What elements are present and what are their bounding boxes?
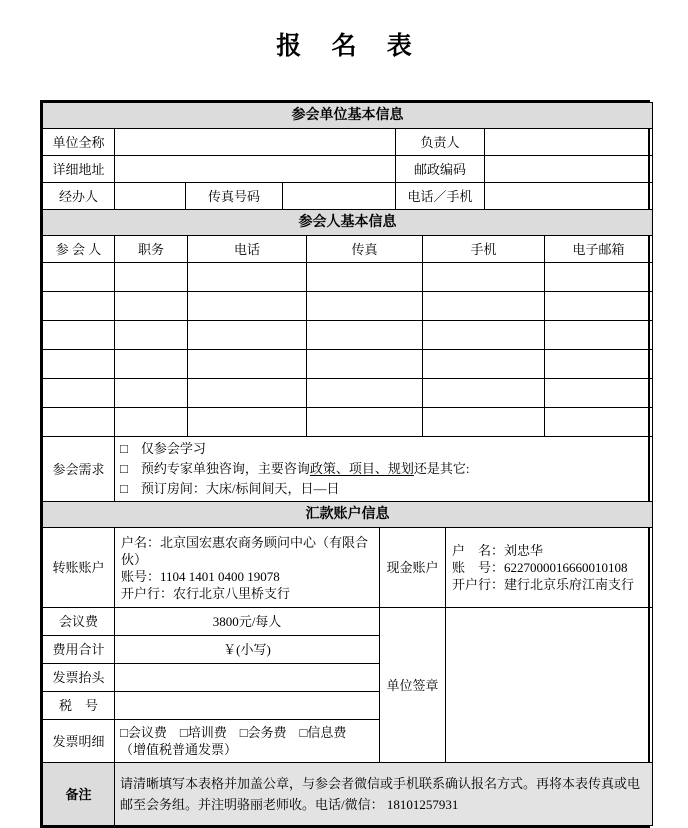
- participant-cell[interactable]: [115, 292, 188, 321]
- participant-cell[interactable]: [43, 350, 115, 379]
- phone-label: 电话／手机: [396, 183, 485, 210]
- agent-field[interactable]: [115, 183, 186, 210]
- fax-label: 传真号码: [186, 183, 283, 210]
- agent-row: [43, 183, 653, 210]
- col-header-position: 职务: [115, 236, 188, 263]
- section-header-row: [43, 502, 653, 528]
- needs-option-consult-prefix: □ 预约专家单独咨询，主要咨询: [120, 461, 310, 476]
- participant-cell[interactable]: [188, 263, 307, 292]
- section-header-row: [43, 210, 653, 236]
- cash-account-bank: 开户行：建行北京乐府江南支行: [452, 577, 635, 592]
- section-header-participants: 参会人基本信息: [43, 210, 653, 236]
- unit-name-label: 单位全称: [43, 129, 115, 156]
- participant-cell[interactable]: [423, 321, 545, 350]
- conference-fee-label: 会议费: [43, 608, 115, 636]
- cash-account-name: 户 名：刘忠华: [452, 543, 544, 558]
- participant-cell[interactable]: [423, 263, 545, 292]
- address-field[interactable]: [115, 156, 396, 183]
- total-fee-field[interactable]: ￥(小写): [115, 636, 380, 664]
- address-row: [43, 156, 653, 183]
- unit-name-row: [43, 129, 653, 156]
- participant-row: [43, 408, 653, 437]
- unit-stamp-label: 单位签章: [380, 608, 446, 763]
- unit-name-field[interactable]: [115, 129, 396, 156]
- col-header-mobile: 手机: [423, 236, 545, 263]
- section-header-row: [43, 103, 653, 129]
- participant-cell[interactable]: [423, 350, 545, 379]
- participants-table: [42, 209, 653, 502]
- participant-cell[interactable]: [545, 321, 653, 350]
- participant-cell[interactable]: [545, 408, 653, 437]
- needs-option-attend-checkbox[interactable]: □ 仅参会学习: [120, 441, 206, 456]
- participant-cell[interactable]: [307, 379, 423, 408]
- conference-fee-row: [43, 608, 653, 636]
- col-header-fax: 传真: [307, 236, 423, 263]
- participant-row: [43, 379, 653, 408]
- invoice-title-field[interactable]: [115, 664, 380, 692]
- participant-cell[interactable]: [43, 321, 115, 350]
- participant-cell[interactable]: [115, 408, 188, 437]
- invoice-type-note: （增值税普通发票）: [120, 742, 238, 757]
- cash-account-label: 现金账户: [380, 528, 446, 608]
- invoice-type-checkboxes[interactable]: □会议费 □培训费 □会务费 □信息费: [120, 725, 347, 740]
- total-fee-label: 费用合计: [43, 636, 115, 664]
- participant-cell[interactable]: [43, 408, 115, 437]
- needs-option-consult-topics: 政策、项目、规划: [309, 461, 414, 476]
- address-label: 详细地址: [43, 156, 115, 183]
- remark-table: [42, 762, 653, 826]
- section-header-unit-info: 参会单位基本信息: [43, 103, 653, 129]
- payment-table: [42, 501, 653, 763]
- needs-option-consult-checkbox[interactable]: [120, 459, 647, 479]
- participant-cell[interactable]: [307, 408, 423, 437]
- participant-cell[interactable]: [307, 350, 423, 379]
- participant-cell[interactable]: [188, 350, 307, 379]
- participant-cell[interactable]: [307, 263, 423, 292]
- conference-fee-value: 3800元/每人: [115, 608, 380, 636]
- tax-number-field[interactable]: [115, 692, 380, 720]
- phone-field[interactable]: [485, 183, 653, 210]
- participant-cell[interactable]: [115, 350, 188, 379]
- participant-cell[interactable]: [307, 321, 423, 350]
- transfer-account-name: 户名：北京国宏惠农商务顾问中心（有限合伙）: [121, 534, 369, 567]
- needs-option-room-checkbox[interactable]: □ 预订房间：大床/标间间天，日—日: [120, 481, 340, 496]
- participant-row: [43, 321, 653, 350]
- fax-field[interactable]: [283, 183, 396, 210]
- col-header-participant: 参 会 人: [43, 236, 115, 263]
- col-header-email: 电子邮箱: [545, 236, 653, 263]
- participant-cell[interactable]: [43, 292, 115, 321]
- cash-account-number: 账 号：6227000016660010108: [452, 560, 628, 575]
- page-title: 报 名 表: [276, 33, 424, 60]
- participant-row: [43, 350, 653, 379]
- remark-label: 备注: [43, 763, 115, 826]
- participant-cell[interactable]: [188, 292, 307, 321]
- manager-field[interactable]: [485, 129, 653, 156]
- transfer-account-label: 转账账户: [43, 528, 115, 608]
- remark-row: [43, 763, 653, 826]
- transfer-account-details: [115, 528, 380, 608]
- participant-cell[interactable]: [188, 408, 307, 437]
- transfer-account-bank: 开户行：农行北京八里桥支行: [121, 585, 291, 601]
- participant-cell[interactable]: [423, 408, 545, 437]
- accounts-row: [43, 528, 653, 608]
- participant-cell[interactable]: [43, 263, 115, 292]
- participant-cell[interactable]: [307, 292, 423, 321]
- participant-cell[interactable]: [545, 379, 653, 408]
- postcode-label: 邮政编码: [396, 156, 485, 183]
- participant-row: [43, 263, 653, 292]
- participant-cell[interactable]: [188, 321, 307, 350]
- participant-cell[interactable]: [545, 263, 653, 292]
- participant-cell[interactable]: [115, 321, 188, 350]
- participants-column-header-row: [43, 236, 653, 263]
- invoice-detail-cell: [115, 720, 380, 763]
- needs-option-consult-suffix: 还是其它:: [413, 461, 470, 476]
- participant-row: [43, 292, 653, 321]
- manager-label: 负责人: [396, 129, 485, 156]
- participant-cell[interactable]: [545, 292, 653, 321]
- participant-cell[interactable]: [545, 350, 653, 379]
- tax-number-label: 税 号: [43, 692, 115, 720]
- participant-cell[interactable]: [423, 379, 545, 408]
- participant-cell[interactable]: [43, 379, 115, 408]
- remark-text: 请清晰填写本表格并加盖公章，与参会者微信或手机联系确认报名方式。再将本表传真或电邮至会务组。并注明骆丽老师收。电话/微信： 18101257931: [120, 776, 641, 812]
- cash-account-details: [446, 528, 653, 608]
- invoice-title-label: 发票抬头: [43, 664, 115, 692]
- invoice-detail-label: 发票明细: [43, 720, 115, 763]
- needs-options-cell: [115, 437, 653, 502]
- unit-info-table: [42, 102, 653, 210]
- registration-form: [40, 100, 650, 828]
- needs-row: [43, 437, 653, 502]
- participant-cell[interactable]: [115, 263, 188, 292]
- participant-cell[interactable]: [188, 379, 307, 408]
- participant-cell[interactable]: [115, 379, 188, 408]
- section-header-payment: 汇款账户信息: [43, 502, 653, 528]
- remark-text-cell: [115, 763, 653, 826]
- transfer-account-number: 账号：1104 1401 0400 19078: [121, 568, 280, 584]
- needs-label: 参会需求: [43, 437, 115, 502]
- agent-label: 经办人: [43, 183, 115, 210]
- participant-cell[interactable]: [423, 292, 545, 321]
- unit-stamp-area[interactable]: [446, 608, 653, 763]
- postcode-field[interactable]: [485, 156, 653, 183]
- col-header-phone: 电话: [188, 236, 307, 263]
